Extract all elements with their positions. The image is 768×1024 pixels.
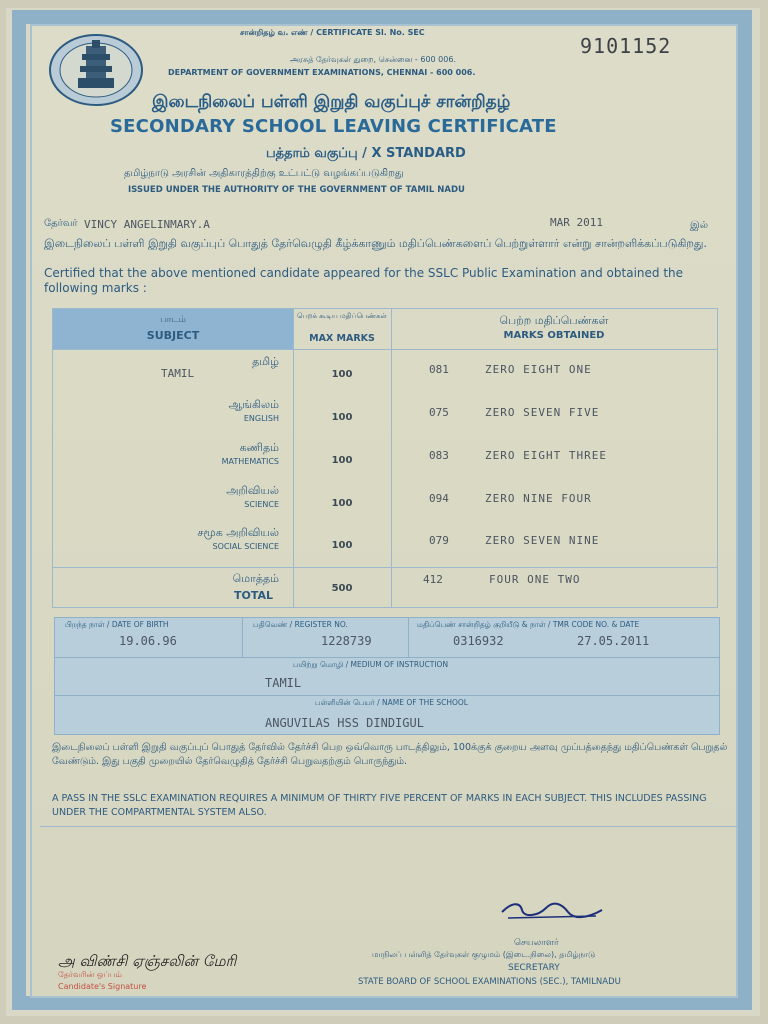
department-name: DEPARTMENT OF GOVERNMENT EXAMINATIONS, CHENNAI - 600 006. xyxy=(168,68,476,77)
marks-obtained-header: MARKS OBTAINED xyxy=(503,330,605,341)
row-divider xyxy=(53,567,717,568)
tmr-date: 27.05.2011 xyxy=(577,634,650,648)
marks-number: 079 xyxy=(429,534,449,547)
candidate-signature: அ விண்சி ஏஞ்சலின் மேரி xyxy=(58,952,237,970)
tmr-label: மதிப்பெண் சான்றிதழ் குறியீடு & நாள் / TMR CODE NO. & DATE xyxy=(417,620,640,629)
divider xyxy=(40,826,738,827)
medium-cell xyxy=(55,658,719,696)
candidate-signature-label-tamil: தேர்வரின் ஒப்பம் xyxy=(58,970,122,979)
school-cell xyxy=(55,696,719,734)
row-divider xyxy=(53,349,717,350)
certificate-number-label: சான்றிதழ் வ. எண் / CERTIFICATE Sl. No. SEC xyxy=(240,28,425,37)
standard-label: பத்தாம் வகுப்பு / X STANDARD xyxy=(266,146,466,161)
subject-name-tamil: கணிதம் xyxy=(239,441,279,454)
marks-number: 081 xyxy=(429,363,449,376)
tmr-cell xyxy=(409,618,719,658)
total-marks-words: FOUR ONE TWO xyxy=(489,573,581,586)
department-address-tamil: அரசுத் தேர்வுகள் துறை, சென்னை - 600 006. xyxy=(290,55,456,64)
max-marks: 100 xyxy=(331,498,353,509)
table-row xyxy=(53,524,717,567)
tmr-code: 0316932 xyxy=(453,634,504,648)
table-row xyxy=(53,482,717,525)
subject-name-tamil: சமூக அறிவியல் xyxy=(197,526,279,539)
subject-name-tamil: அறிவியல் xyxy=(226,484,279,497)
max-marks: 100 xyxy=(331,412,353,423)
total-max-marks: 500 xyxy=(331,583,353,594)
certificate-title: SECONDARY SCHOOL LEAVING CERTIFICATE xyxy=(110,116,557,137)
secretary-label-tamil: செயலாளர் xyxy=(514,938,559,948)
authority-tamil: தமிழ்நாடு அரசின் அதிகாரத்திற்கு உட்பட்டு வழங்கப்படுகிறது xyxy=(124,168,404,179)
subject-name: SOCIAL SCIENCE xyxy=(212,542,279,551)
certification-text: Certified that the above mentioned candidate appeared for the SSLC Public Examination and obtained the following marks : xyxy=(44,266,684,295)
marks-number: 075 xyxy=(429,406,449,419)
table-row xyxy=(53,439,717,482)
max-marks-header-tamil: பெறக் கூடிய மதிப்பெண்கள் xyxy=(297,312,387,320)
candidate-name-label: தேர்வர் xyxy=(44,218,78,229)
subject-code: TAMIL xyxy=(161,367,195,380)
board-name-tamil: மாநிலப் பள்ளித் தேர்வுகள் குழுமம் (இடை.நிலை), தமிழ்நாடு xyxy=(372,950,596,959)
max-marks: 100 xyxy=(331,540,353,551)
max-marks-header: MAX MARKS xyxy=(309,333,375,344)
total-label: TOTAL xyxy=(233,589,273,602)
secretary-signature-icon xyxy=(498,898,608,922)
subject-name: ENGLISH xyxy=(243,414,279,423)
exam-month: MAR 2011 xyxy=(550,216,603,229)
school-label: பள்ளியின் பெயர் / NAME OF THE SCHOOL xyxy=(315,698,468,707)
certification-text-tamil: இடைநிலைப் பள்ளி இறுதி வகுப்புப் பொதுத் தேர்வெழுதி கீழ்க்காணும் மதிப்பெண்களைப் பெற்றுள்ளார் என்று சான்றளிக்கப்படுகிறது. xyxy=(44,237,707,250)
marks-words: ZERO EIGHT THREE xyxy=(485,449,607,462)
pass-rule: A PASS IN THE SSLC EXAMINATION REQUIRES A MINIMUM OF THIRTY FIVE PERCENT OF MARKS IN EACH SUBJECT. THIS INCLUDES PASSING UNDER THE COMPARTMENTAL SYSTEM ALSO. xyxy=(52,793,707,818)
marks-number: 083 xyxy=(429,449,449,462)
marks-words: ZERO EIGHT ONE xyxy=(485,363,592,376)
subject-header-tamil: பாடம் xyxy=(160,315,186,325)
total-marks-number: 412 xyxy=(423,573,443,586)
serial-number: 9101152 xyxy=(580,34,672,58)
in-label: இல் xyxy=(690,220,709,231)
subject-column-header xyxy=(53,309,293,349)
dob-label: பிறந்த நாள் / DATE OF BIRTH xyxy=(65,620,169,629)
subject-name-tamil: தமிழ் xyxy=(252,355,279,368)
marks-number: 094 xyxy=(429,492,449,505)
secretary-label: SECRETARY xyxy=(508,963,560,973)
subject-name: SCIENCE xyxy=(244,500,279,509)
table-row xyxy=(53,396,717,439)
authority-english: ISSUED UNDER THE AUTHORITY OF THE GOVERNMENT OF TAMIL NADU xyxy=(128,185,465,195)
dob-cell xyxy=(55,618,243,658)
candidate-info-table xyxy=(54,617,720,735)
subject-header: SUBJECT xyxy=(146,329,200,342)
subject-name-tamil: ஆங்கிலம் xyxy=(228,398,279,411)
max-marks: 100 xyxy=(331,369,353,380)
marks-obtained-header-tamil: பெற்ற மதிப்பெண்கள் xyxy=(499,314,609,327)
table-row xyxy=(53,353,717,396)
pass-rule-tamil: இடைநிலைப் பள்ளி இறுதி வகுப்புப் பொதுத் தேர்வில் தேர்ச்சி பெற ஒவ்வொரு பாடத்திலும், 100க்குக் குறைய அளவு முப்பத்தைந்து மதிப்பெண்கள் பெறுதல் வேண்டும். இது பகுதி முறையில் தேர்வெழுதித் தேர்ச்சி பெறுவதற்கும் பொருந்தும். xyxy=(52,742,728,767)
date-of-birth: 19.06.96 xyxy=(119,634,177,648)
register-number: 1228739 xyxy=(321,634,372,648)
board-name: STATE BOARD OF SCHOOL EXAMINATIONS (SEC.), TAMILNADU xyxy=(358,977,621,987)
max-marks: 100 xyxy=(331,455,353,466)
school-name: ANGUVILAS HSS DINDIGUL xyxy=(265,716,424,730)
certificate-title-tamil: இடைநிலைப் பள்ளி இறுதி வகுப்புச் சான்றிதழ் xyxy=(152,92,511,112)
register-cell xyxy=(243,618,409,658)
total-label-tamil: மொத்தம் xyxy=(232,572,279,585)
marks-words: ZERO SEVEN FIVE xyxy=(485,406,600,419)
candidate-name: VINCY ANGELINMARY.A xyxy=(84,218,210,231)
marks-words: ZERO NINE FOUR xyxy=(485,492,592,505)
subject-name: MATHEMATICS xyxy=(221,457,279,466)
max-marks-column-header xyxy=(293,309,391,349)
register-label: பதிவெண் / REGISTER NO. xyxy=(253,620,348,629)
candidate-signature-label: Candidate's Signature xyxy=(58,982,147,991)
medium-of-instruction: TAMIL xyxy=(265,676,302,690)
marks-words: ZERO SEVEN NINE xyxy=(485,534,600,547)
medium-label: பயிற்று மொழி / MEDIUM OF INSTRUCTION xyxy=(293,660,449,669)
tamil-nadu-emblem-icon xyxy=(48,32,144,108)
marks-table xyxy=(52,308,718,608)
marks-obtained-column-header xyxy=(391,309,717,349)
